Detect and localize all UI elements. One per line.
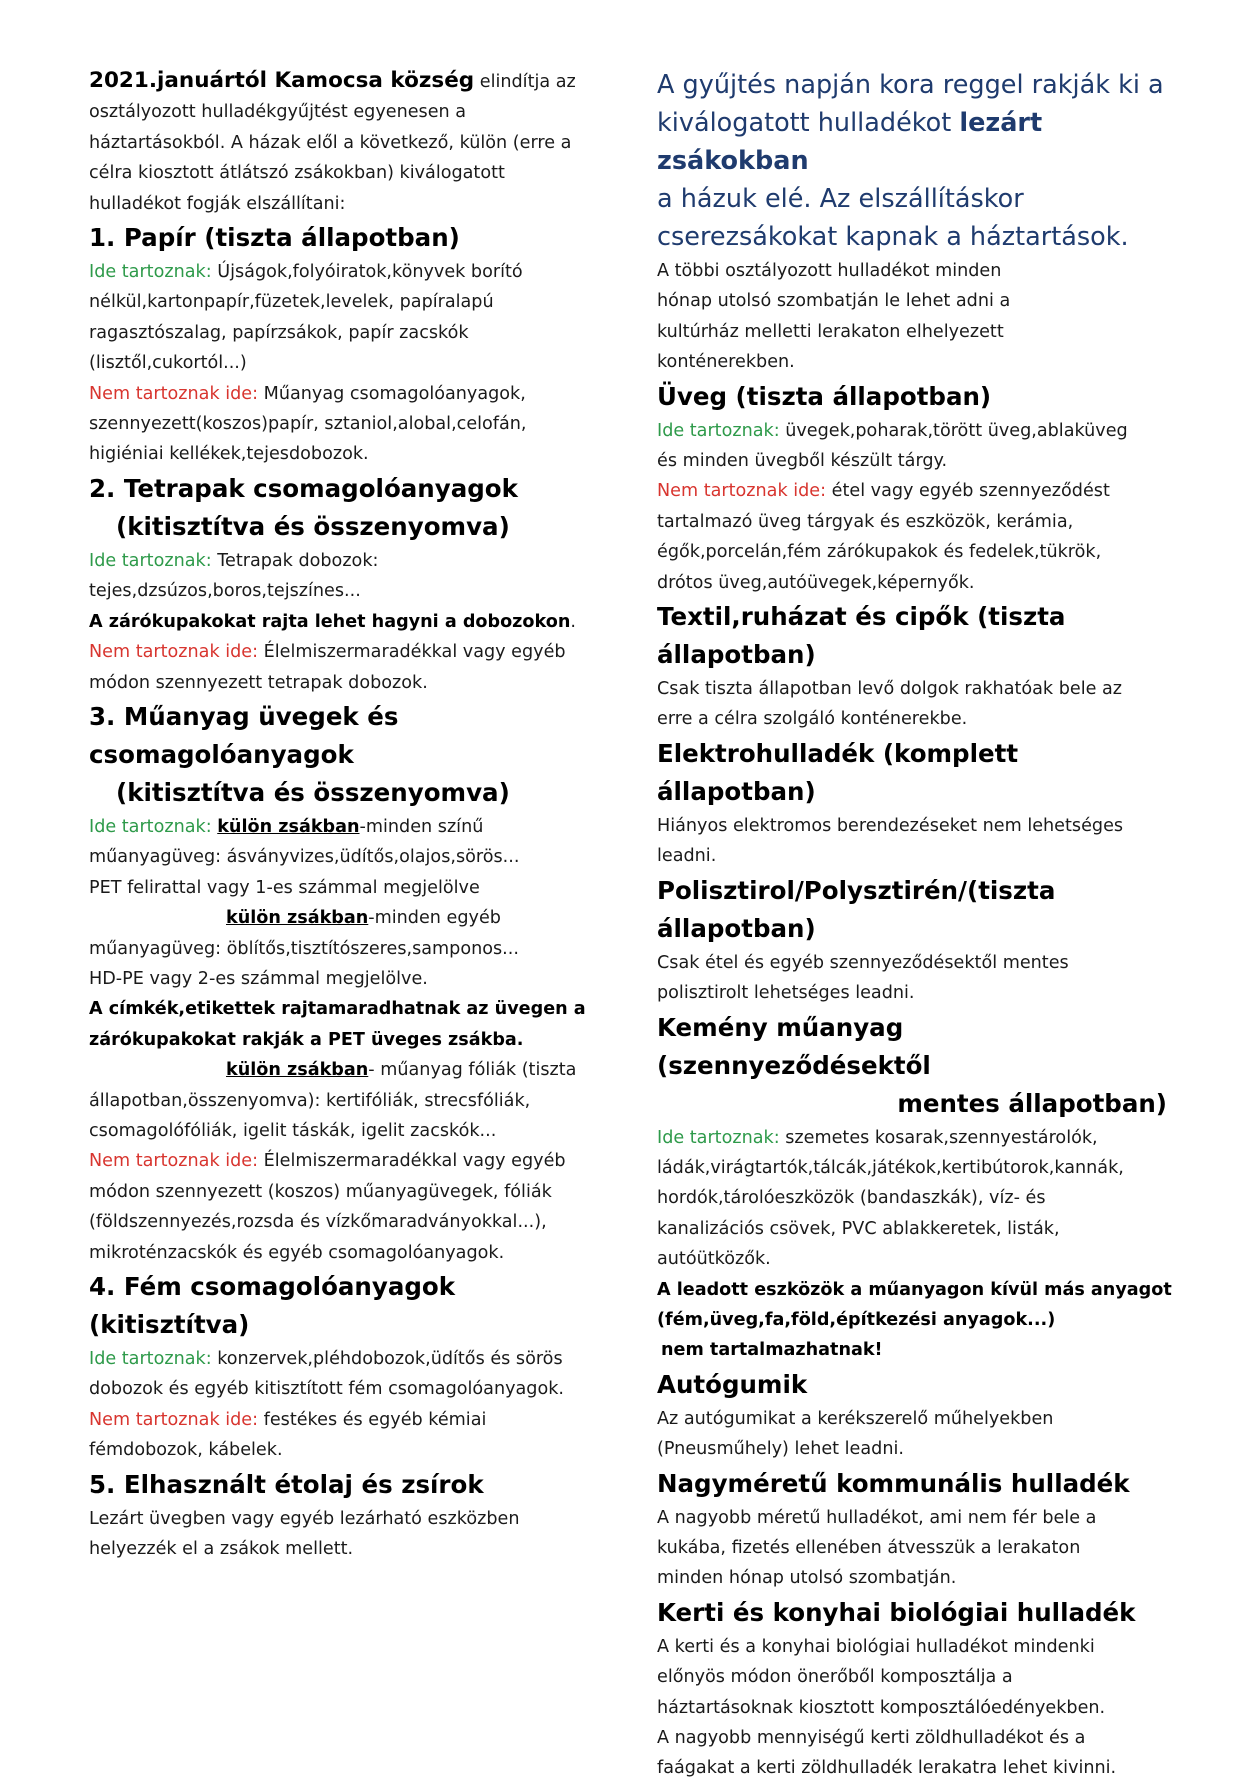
right-intro-line: A gyűjtés napján kora reggel rakják ki a: [657, 70, 1164, 100]
kemeny-bold-line: nem tartalmazhatnak!: [661, 1340, 883, 1361]
muanyag-line: PET felirattal vagy 1-es számmal megjelölve: [89, 877, 480, 898]
muanyag-line: HD-PE vagy 2-es számmal megjelölve.: [89, 968, 428, 989]
muanyag-nem-line: [89, 1146, 609, 1176]
uveg-nem-text: étel vagy egyéb szennyeződést: [826, 481, 1110, 502]
muanyag-bold-line: A címkék,etikettek rajtamaradhatnak az üvegen a: [89, 999, 586, 1020]
muanyag-bold-line: zárókupakokat rakják a PET üveges zsákba.: [89, 1029, 524, 1050]
tetrapak-bold-text: A zárókupakokat rajta lehet hagyni a dobozokon: [89, 611, 571, 632]
muanyag-heading: 3. Műanyag üvegek és csomagolóanyagok: [89, 701, 399, 769]
muanyag-line: állapotban,összenyomva): kertifóliák, strecsfóliák,: [89, 1090, 531, 1111]
intro-line: hulladékot fogják elszállítani:: [89, 193, 346, 214]
ide-label: Ide tartoznak:: [89, 550, 212, 571]
elektro-line: Hiányos elektromos berendezéseket nem lehetséges: [657, 815, 1124, 836]
etolaj-heading: 5. Elhasznált étolaj és zsírok: [89, 1469, 484, 1499]
ide-label: Ide tartoznak:: [657, 420, 780, 441]
papir-ide-line: (lisztől,cukortól...): [89, 353, 247, 374]
kemeny-ide-line: kanalizációs csövek, PVC ablakkeretek, listák,: [657, 1218, 1060, 1239]
kemeny-heading: Kemény műanyag (szennyeződésektől: [657, 1012, 931, 1080]
autogumi-line: (Pneusműhely) lehet leadni.: [657, 1439, 904, 1460]
kemeny-bold-line: (fém,üveg,fa,föld,építkezési anyagok...): [657, 1309, 1056, 1330]
papir-nem-line: szennyezett(koszos)papír, sztaniol,alobal,celofán,: [89, 414, 527, 435]
right-intro-line: a házuk elé. Az elszállításkor: [657, 184, 1024, 214]
right-column: [657, 66, 1177, 1784]
right-intro-line: cserezsákokat kapnak a háztartások.: [657, 222, 1129, 252]
ide-label: Ide tartoznak:: [89, 262, 212, 283]
papir-ide-line: ragasztószalag, papírzsákok, papír zacskók: [89, 322, 469, 343]
muanyag-b1: -minden egyéb: [368, 908, 501, 929]
kulon-zsakban: külön zsákban: [226, 908, 369, 929]
kemeny-ide-line: ládák,virágtartók,tálcák,játékok,kertibútorok,kannák,: [657, 1157, 1124, 1178]
fem-nem-line: fémdobozok, kábelek.: [89, 1440, 283, 1461]
elektro-line: leadni.: [657, 846, 717, 867]
papir-nem-text: Műanyag csomagolóanyagok,: [258, 383, 526, 404]
muanyag-nem-line: mikroténzacskók és egyéb csomagolóanyagok.: [89, 1242, 505, 1263]
nem-label: Nem tartoznak ide:: [89, 642, 259, 663]
intro-strong: 2021.januártól Kamocsa község: [89, 68, 475, 93]
tetrapak-ide-line: tejes,dzsúzos,boros,tejszínes...: [89, 581, 361, 602]
papir-ide-text: Újságok,folyóiratok,könyvek borító: [211, 262, 523, 283]
intro-line: osztályozott hulladékgyűjtést egyenesen a: [89, 102, 467, 123]
ide-label: Ide tartoznak:: [89, 1349, 212, 1369]
uveg-heading: Üveg (tiszta állapotban): [657, 381, 992, 411]
textil-heading: Textil,ruházat és cipők (tiszta állapotban): [657, 602, 1066, 670]
ide-label: Ide tartoznak:: [657, 1127, 780, 1148]
bio-line: A kerti és a konyhai biológiai hulladékot mindenki: [657, 1636, 1095, 1657]
uveg-nem-line: drótos üveg,autóüvegek,képernyők.: [657, 572, 975, 593]
fem-ide-text: konzervek,pléhdobozok,üdítős és sörös: [211, 1349, 563, 1369]
fem-nem-text: festékes és egyéb kémiai: [258, 1409, 487, 1430]
bio-line: előnyös módon önerőből komposztálja a: [657, 1667, 1013, 1688]
papir-heading: 1. Papír (tiszta állapotban): [89, 223, 460, 253]
fem-ide-line: dobozok és egyéb kitisztított fém csomagolóanyagok.: [89, 1379, 565, 1400]
nem-label: Nem tartoznak ide:: [657, 481, 827, 502]
muanyag-ide-line: [89, 812, 609, 842]
intro-rest: elindítja az: [474, 72, 576, 92]
bio-heading: Kerti és konyhai biológiai hulladék: [657, 1597, 1136, 1627]
nagymeretu-line: kukába, fizetés ellenében átvesszük a lerakaton: [657, 1537, 1081, 1558]
muanyag-subheading: (kitisztítva és összenyomva): [116, 777, 510, 807]
bio-line: A nagyobb mennyiségű kerti zöldhulladékot és a: [657, 1728, 1086, 1748]
tetrapak-nem-text: Élelmiszermaradékkal vagy egyéb: [258, 642, 566, 663]
tetrapak-nem-line: [89, 637, 609, 667]
fem-heading: 4. Fém csomagolóanyagok (kitisztítva): [89, 1272, 456, 1339]
kemeny-bold-line: A leadott eszközök a műanyagon kívül más anyagot: [657, 1279, 1172, 1300]
right-intro-line: [657, 104, 1177, 180]
uveg-nem-line: égők,porcelán,fém zárókupakok és fedelek,tükrök,: [657, 542, 1102, 563]
poli-line: Csak étel és egyéb szennyeződésektől mentes: [657, 952, 1069, 973]
right-intro-strong: lezárt zsákokban: [657, 108, 1043, 176]
muanyag-kulon-line: [89, 1055, 609, 1085]
right-intro-text: kiválogatott hulladékot: [657, 108, 960, 138]
autogumi-heading: Autógumik: [657, 1369, 808, 1399]
uveg-ide-line: [657, 416, 1177, 446]
nagymeretu-line: minden hónap utolsó szombatján.: [657, 1568, 957, 1589]
bio-line: faágakat a kerti zöldhulladék lerakatra lehet kivinni.: [657, 1758, 1117, 1779]
kulon-zsakban: külön zsákban: [226, 1060, 369, 1081]
tetrapak-bold-line: [89, 607, 609, 637]
kemeny-ide-line: [657, 1123, 1177, 1153]
muanyag-nem-text: Élelmiszermaradékkal vagy egyéb: [258, 1151, 566, 1172]
tetrapak-ide-line: [89, 546, 609, 576]
muanyag-line: műanyagüveg: ásványvizes,üdítős,olajos,sörös...: [89, 847, 520, 868]
left-column: [89, 66, 609, 1564]
tobbi-line: konténerekben.: [657, 352, 795, 373]
kemeny-ide-line: autóütközők.: [657, 1249, 771, 1270]
nem-label: Nem tartoznak ide:: [89, 1409, 259, 1430]
tetrapak-ide-text: Tetrapak dobozok:: [211, 550, 379, 571]
intro-first-line: [89, 66, 609, 97]
intro-line: háztartásokból. A házak elől a következő, külön (erre a: [89, 132, 572, 153]
elektro-heading: Elektrohulladék (komplett állapotban): [657, 738, 1019, 806]
ide-label: Ide tartoznak:: [89, 816, 212, 837]
tobbi-line: A többi osztályozott hulladékot minden: [657, 261, 1002, 281]
nagymeretu-heading: Nagyméretű kommunális hulladék: [657, 1468, 1130, 1498]
bio-line: háztartásoknak kiosztott komposztálóedényekben.: [657, 1697, 1106, 1718]
papir-ide-line: nélkül,kartonpapír,füzetek,levelek, papíralapú: [89, 292, 494, 313]
kulon-zsakban: külön zsákban: [217, 816, 360, 837]
nem-label: Nem tartoznak ide:: [89, 383, 259, 404]
muanyag-c1: - műanyag fóliák (tiszta: [368, 1060, 577, 1081]
muanyag-line: csomagolófóliák, igelit táskák, igelit zacskók...: [89, 1120, 497, 1141]
tetrapak-heading: 2. Tetrapak csomagolóanyagok: [89, 473, 518, 503]
muanyag-kulon-line: [89, 903, 609, 933]
tetrapak-subheading: (kitisztítva és összenyomva): [116, 511, 510, 541]
tobbi-line: kultúrház melletti lerakaton elhelyezett: [657, 321, 1004, 342]
muanyag-line: műanyagüveg: öblítős,tisztítószeres,samponos...: [89, 938, 519, 959]
fem-ide-line: [89, 1344, 609, 1374]
papir-ide-line: [89, 257, 609, 287]
uveg-nem-line: tartalmazó üveg tárgyak és eszközök, kerámia,: [657, 511, 1074, 532]
uveg-ide-line: és minden üvegből készült tárgy.: [657, 451, 948, 472]
etolaj-line: helyezzék el a zsákok mellett.: [89, 1539, 354, 1560]
kemeny-ide-line: hordók,tárolóeszközök (bandaszkák), víz- és: [657, 1188, 1046, 1209]
poli-heading: Polisztirol/Polysztirén/(tiszta állapotban): [657, 875, 1056, 943]
intro-line: célra kiosztott átlátszó zsákokban) kiválogatott: [89, 163, 505, 184]
muanyag-nem-line: módon szennyezett (koszos) műanyagüvegek, fóliák: [89, 1181, 552, 1202]
papir-nem-line: higiéniai kellékek,tejesdobozok.: [89, 444, 369, 465]
poli-line: polisztirolt lehetséges leadni.: [657, 983, 915, 1004]
tetrapak-nem-line: módon szennyezett tetrapak dobozok.: [89, 672, 428, 693]
uveg-nem-line: [657, 476, 1177, 506]
kemeny-ide-text: szemetes kosarak,szennyestárolók,: [779, 1127, 1098, 1148]
nem-label: Nem tartoznak ide:: [89, 1151, 259, 1172]
tetrapak-bold-tail: .: [570, 611, 576, 632]
textil-line: erre a célra szolgáló konténerekbe.: [657, 709, 968, 730]
textil-line: Csak tiszta állapotban levő dolgok rakhatóak bele az: [657, 679, 1123, 700]
tobbi-line: hónap utolsó szombatján le lehet adni a: [657, 291, 1011, 312]
muanyag-nem-line: (földszennyezés,rozsda és vízkőmaradványokkal...),: [89, 1212, 547, 1233]
kemeny-subheading: mentes állapotban): [897, 1088, 1167, 1118]
etolaj-line: Lezárt üvegben vagy egyéb lezárható eszközben: [89, 1508, 520, 1529]
uveg-ide-text: üvegek,poharak,törött üveg,ablaküveg: [779, 420, 1128, 441]
autogumi-line: Az autógumikat a kerékszerelő műhelyekben: [657, 1408, 1054, 1429]
muanyag-a1: -minden színű: [359, 816, 484, 837]
fem-nem-line: [89, 1405, 609, 1435]
papir-nem-line: [89, 379, 609, 409]
nagymeretu-line: A nagyobb méretű hulladékot, ami nem fér bele a: [657, 1507, 1097, 1528]
